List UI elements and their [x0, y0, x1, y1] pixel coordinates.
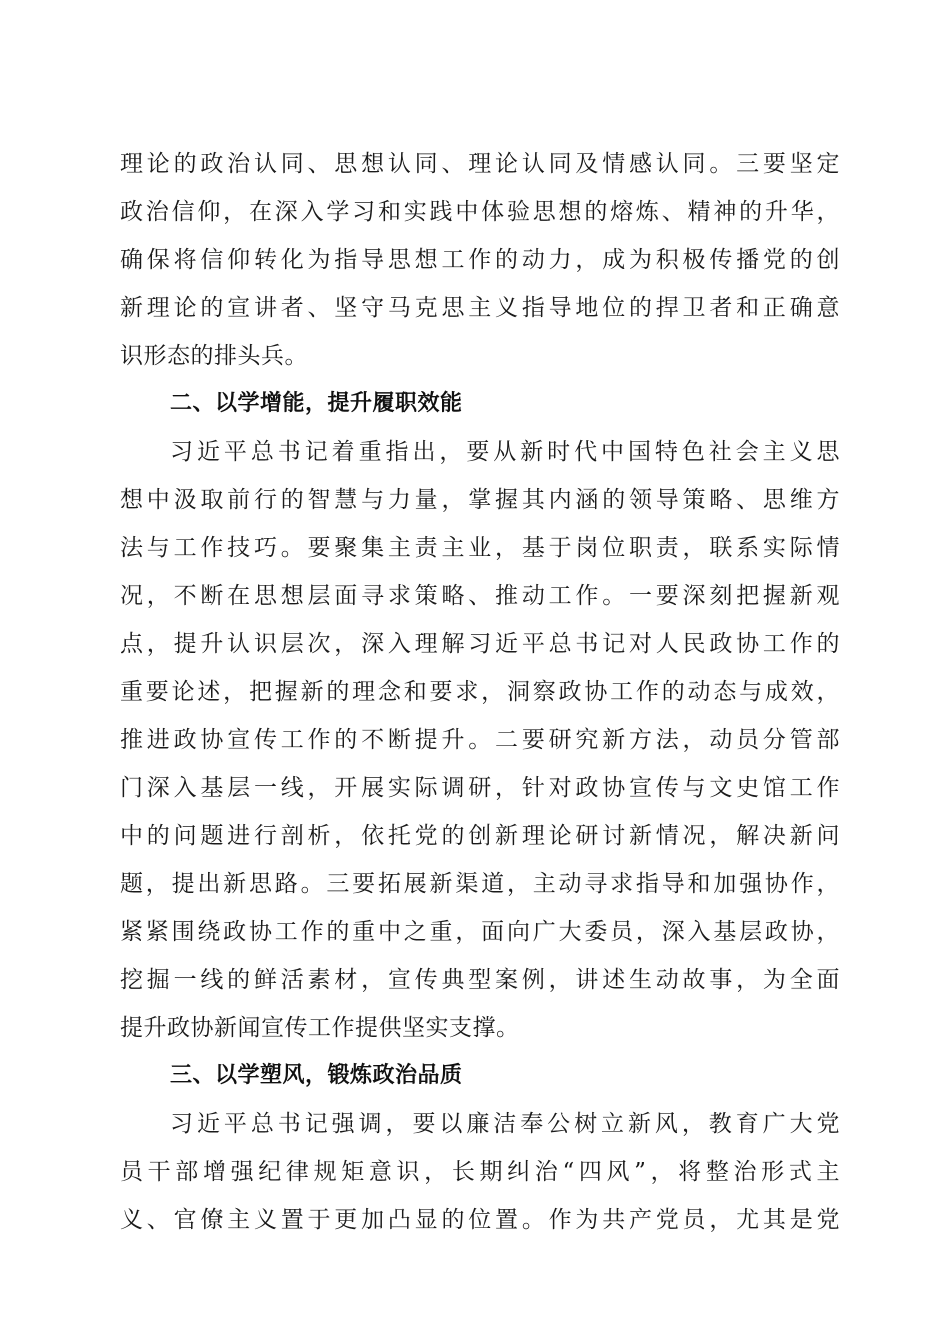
paragraph-line: 法与工作技巧。要聚集主责主业，基于岗位职责，联系实际情 — [120, 535, 840, 561]
section-heading-3: 三、以学塑风，锻炼政治品质 — [170, 1063, 463, 1088]
paragraph-line: 挖掘一线的鲜活素材，宣传典型案例，讲述生动故事，为全面 — [120, 967, 840, 993]
section-heading-2: 二、以学增能，提升履职效能 — [170, 391, 463, 416]
paragraph-line: 况，不断在思想层面寻求策略、推动工作。一要深刻把握新观 — [120, 583, 840, 609]
paragraph-line: 政治信仰，在深入学习和实践中体验思想的熔炼、精神的升华， — [120, 199, 840, 225]
paragraph-line: 紧紧围绕政协工作的重中之重，面向广大委员，深入基层政协， — [120, 919, 840, 945]
paragraph-line: 识形态的排头兵。 — [120, 343, 308, 369]
paragraph-line: 门深入基层一线，开展实际调研，针对政协宣传与文史馆工作 — [120, 775, 840, 801]
paragraph-line: 推进政协宣传工作的不断提升。二要研究新方法，动员分管部 — [120, 727, 840, 753]
paragraph-line: 习近平总书记强调，要以廉洁奉公树立新风，教育广大党 — [170, 1111, 840, 1137]
paragraph-line: 理论的政治认同、思想认同、理论认同及情感认同。三要坚定 — [120, 151, 840, 177]
document-body — [120, 140, 840, 1244]
paragraph-line: 提升政协新闻宣传工作提供坚实支撑。 — [120, 1015, 520, 1041]
paragraph-line: 确保将信仰转化为指导思想工作的动力，成为积极传播党的创 — [120, 247, 840, 273]
paragraph-line: 中的问题进行剖析，依托党的创新理论研讨新情况，解决新问 — [120, 823, 840, 849]
paragraph-line: 题，提出新思路。三要拓展新渠道，主动寻求指导和加强协作， — [120, 871, 840, 897]
paragraph-line: 想中汲取前行的智慧与力量，掌握其内涵的领导策略、思维方 — [120, 487, 840, 513]
paragraph-line: 新理论的宣讲者、坚守马克思主义指导地位的捍卫者和正确意 — [120, 295, 840, 321]
paragraph-line: 点，提升认识层次，深入理解习近平总书记对人民政协工作的 — [120, 631, 840, 657]
paragraph-line: 重要论述，把握新的理念和要求，洞察政协工作的动态与成效， — [120, 679, 840, 705]
paragraph-line: 习近平总书记着重指出，要从新时代中国特色社会主义思 — [170, 439, 840, 465]
paragraph-line: 员干部增强纪律规矩意识，长期纠治“四风”，将整治形式主 — [120, 1159, 840, 1185]
paragraph-line: 义、官僚主义置于更加凸显的位置。作为共产党员，尤其是党 — [120, 1207, 840, 1233]
